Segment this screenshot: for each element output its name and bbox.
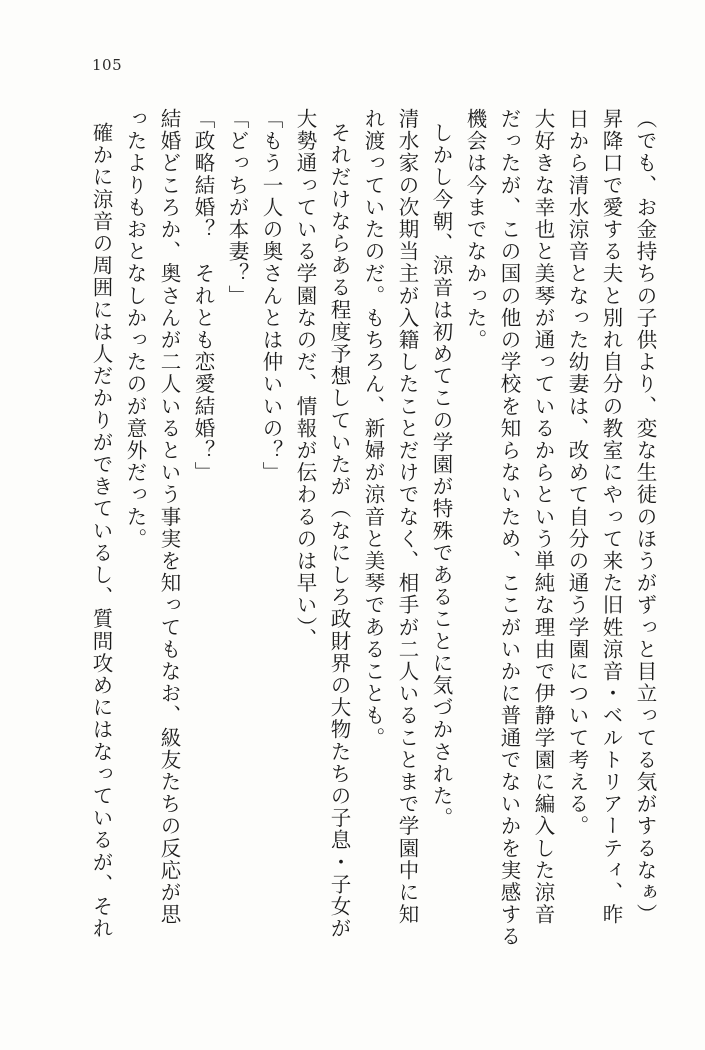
text-line: 大勢通っている学園なのだ、情報が伝わるのは早い）、 (293, 108, 317, 651)
text-line: しかし今朝、涼音は初めてこの学園が特殊であることに気づかされた。 (429, 122, 453, 830)
text-line: 「どっちが本妻？」 (225, 108, 249, 307)
text-line: 「もう一人の奥さんとは仲いいの？」 (259, 108, 283, 484)
text-line: 確かに涼音の周囲には人だかりができているし、質問攻めにはなっているが、それ (89, 122, 113, 940)
text-line: それだけならある程度予想していたが（なにしろ政財界の大物たちの子息・子女が (327, 122, 351, 940)
page-number: 105 (92, 56, 123, 74)
text-line: 「政略結婚？ それとも恋愛結婚？」 (191, 108, 215, 484)
text-line: 機会は今までなかった。 (463, 108, 487, 352)
text-line: 結婚どころか、奥さんが二人いるという事実を知ってもなお、級友たちの反応が思 (157, 108, 181, 926)
text-line: 昇降口で愛する夫と別れ自分の教室にやって来た旧姓涼音・ベルトリアーティ、昨 (599, 108, 623, 926)
text-line: 清水家の次期当主が入籍したことだけでなく、相手が二人いることまで学園中に知 (395, 108, 419, 926)
text-line: 大好きな幸也と美琴が通っているからという単純な理由で伊静学園に編入した涼音 (531, 108, 555, 926)
text-line: 日から清水涼音となった幼妻は、改めて自分の通う学園について考える。 (565, 108, 589, 838)
text-line: だったが、この国の他の学校を知らないため、ここがいかに普通でないかを実感する (497, 108, 521, 948)
vertical-text-block (52, 108, 655, 973)
text-line: ったよりもおとなしかったのが意外だった。 (123, 108, 147, 550)
text-line: れ渡っていたのだ。もちろん、新婦が涼音と美琴であることも。 (361, 108, 385, 749)
text-line: （でも、お金持ちの子供より、変な生徒のほうがずっと目立ってる気がするなぁ） (633, 108, 657, 926)
